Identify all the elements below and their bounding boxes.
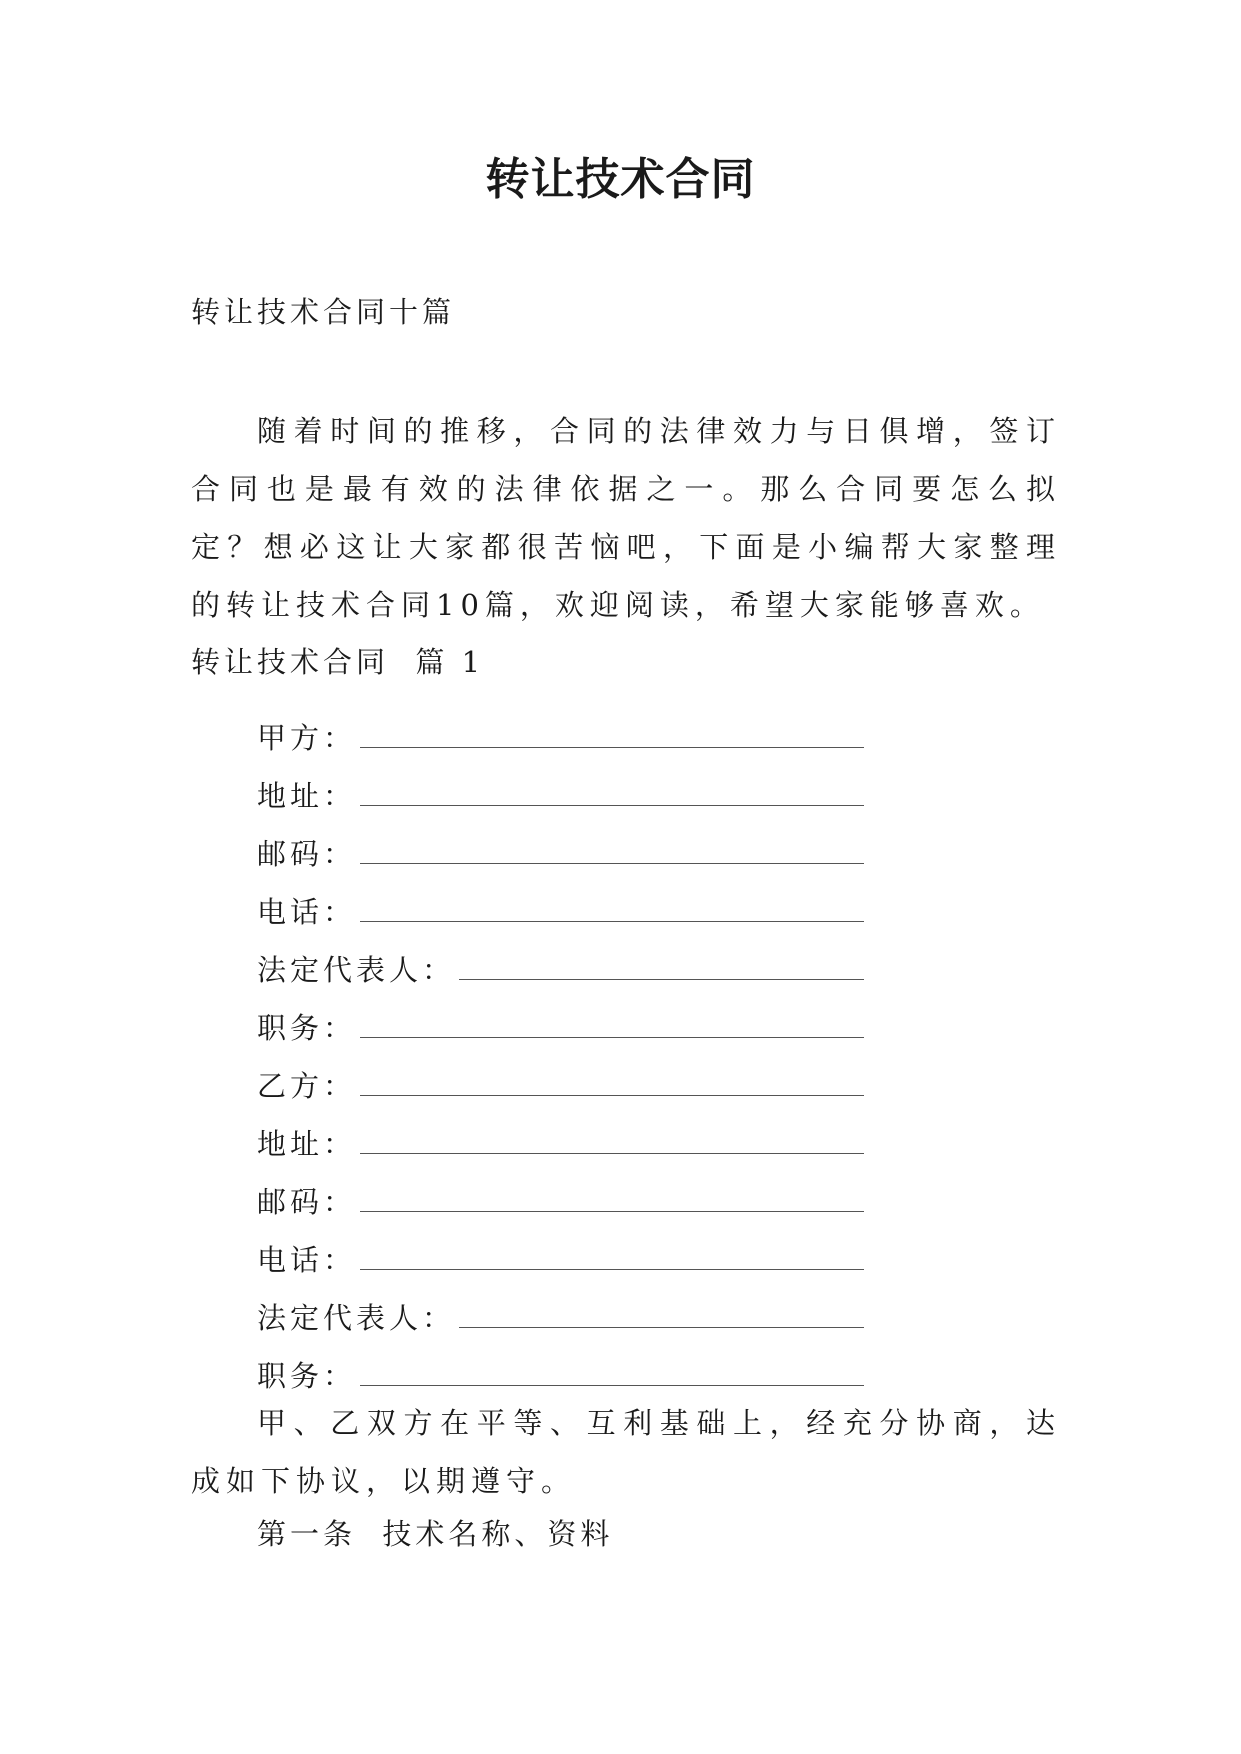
field-party-a-address [257, 758, 957, 816]
field-party-b-legal-rep [257, 1280, 957, 1338]
field-label: 邮码： [257, 1185, 357, 1219]
field-party-b-address [257, 1106, 957, 1164]
blank-line[interactable] [360, 1095, 864, 1096]
field-party-b-postcode [257, 1164, 957, 1222]
field-label: 甲方： [257, 721, 357, 755]
field-party-b-phone [257, 1222, 957, 1280]
field-label: 职务： [257, 1011, 357, 1045]
document-subtitle: 转让技术合同十篇 [191, 295, 456, 329]
field-party-b [257, 1048, 957, 1106]
document-title: 转让技术合同 [485, 154, 756, 205]
blank-line[interactable] [360, 1269, 864, 1270]
field-label: 法定代表人： [257, 1301, 456, 1335]
blank-line[interactable] [360, 921, 864, 922]
field-label: 电话： [257, 1243, 357, 1277]
field-party-a-phone [257, 874, 957, 932]
field-label: 邮码： [257, 837, 357, 871]
blank-line[interactable] [360, 805, 864, 806]
field-party-b-position [257, 1338, 957, 1396]
blank-line[interactable] [360, 1211, 864, 1212]
field-label: 电话： [257, 895, 357, 929]
blank-line[interactable] [459, 1327, 864, 1328]
blank-line[interactable] [360, 863, 864, 864]
field-label: 地址： [257, 1127, 357, 1161]
field-label: 法定代表人： [257, 953, 456, 987]
field-party-a [257, 700, 957, 758]
agreement-paragraph: 甲、乙双方在平等、互利基础上，经充分协商，达成如下协议，以期遵守。 [191, 1406, 1061, 1498]
field-party-a-postcode [257, 816, 957, 874]
blank-line[interactable] [360, 1385, 864, 1386]
blank-line[interactable] [360, 747, 864, 748]
article-1-heading: 第一条 技术名称、资料 [257, 1517, 614, 1551]
field-label: 乙方： [257, 1069, 357, 1103]
section-heading: 转让技术合同 篇 1 [191, 645, 485, 679]
blank-line[interactable] [360, 1037, 864, 1038]
blank-line[interactable] [360, 1153, 864, 1154]
field-party-a-legal-rep [257, 932, 957, 990]
blank-line[interactable] [459, 979, 864, 980]
intro-paragraph: 随着时间的推移，合同的法律效力与日俱增，签订合同也是最有效的法律依据之一。那么合同要怎么拟定？想必这让大家都很苦恼吧，下面是小编帮大家整理的转让技术合同10篇，欢迎阅读，希望大家能够喜欢。 [191, 414, 1061, 622]
party-fields [257, 700, 957, 1396]
field-label: 职务： [257, 1359, 357, 1393]
field-label: 地址： [257, 779, 357, 813]
field-party-a-position [257, 990, 957, 1048]
